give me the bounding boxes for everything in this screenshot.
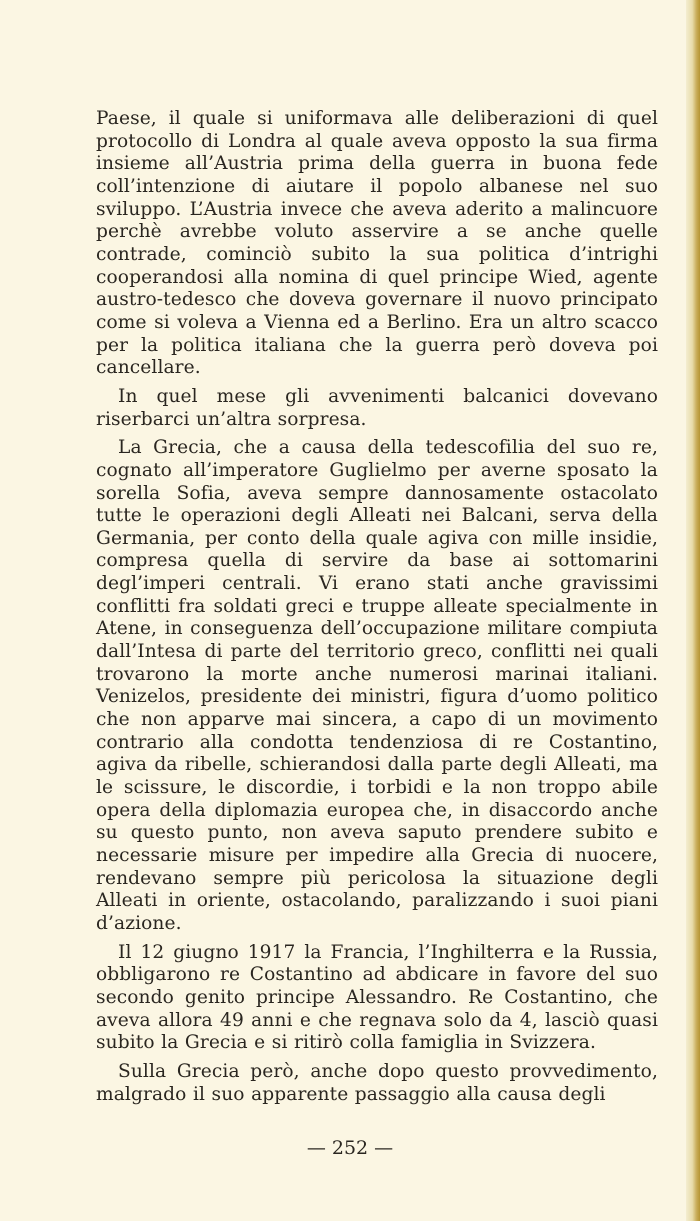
paragraph: In quel mese gli avvenimenti balcanici dovevano riserbarci un’altra sorpresa.: [96, 385, 658, 430]
paragraph: Sulla Grecia però, anche dopo questo provvedimento, malgrado il suo apparente passaggio alla causa degli: [96, 1060, 658, 1105]
paragraph: Il 12 giugno 1917 la Francia, l’Inghilterra e la Russia, obbligarono re Costantino ad abdicare in favore del suo secondo genito principe Alessandro. Re Costantino, che aveva allora 49 anni e che regnava solo da 4, lasciò quasi subito la Grecia e si ritirò colla famiglia in Svizzera.: [96, 941, 658, 1054]
paragraph-continuation: Paese, il quale si uniformava alle deliberazioni di quel protocollo di Londra al quale aveva opposto la sua firma insieme all’Austria prima della guerra in buona fede coll’intenzione di aiutare il popolo albanese nel suo sviluppo. L’Austria invece che aveva aderito a malincuore perchè avrebbe voluto asservire a se anche quelle contrade, cominciò subito la sua politica d’intrighi cooperandosi alla nomina di quel principe Wied, agente austro-tedesco che doveva governare il nuovo principato come si voleva a Vienna ed a Berlino. Era un altro scacco per la politica italiana che la guerra però doveva poi cancellare.: [96, 108, 658, 379]
body-text: [96, 108, 658, 1112]
page-edge: [686, 0, 700, 1221]
paragraph: La Grecia, che a causa della tedescofilia del suo re, cognato all’imperatore Guglielmo per averne sposato la sorella Sofia, aveva sempre dannosamente ostacolato tutte le operazioni degli Alleati nei Balcani, serva della Germania, per conto della quale agiva con mille insidie, compresa quella di servire da base ai sottomarini degl’imperi centrali. Vi erano stati anche gravissimi conflitti fra soldati greci e truppe alleate specialmente in Atene, in conseguenza dell’occupazione militare compiuta dall’Intesa di parte del territorio greco, conflitti nei quali trovarono la morte anche numerosi marinai italiani. Venizelos, presidente dei ministri, figura d’uomo politico che non apparve mai sincera, a capo di un movimento contrario alla condotta tendenziosa di re Costantino, agiva da ribelle, schierandosi dalla parte degli Alleati, ma le scissure, le discordie, i torbidi e la non troppo abile opera della diplomazia europea che, in disaccordo anche su questo punto, non aveva saputo prendere subito e necessarie misure per impedire alla Grecia di nuocere, rendevano sempre più pericolosa la situazione degli Alleati in oriente, ostacolando, paralizzando i suoi piani d’azione.: [96, 437, 658, 934]
page-number: — 252 —: [306, 1137, 394, 1159]
